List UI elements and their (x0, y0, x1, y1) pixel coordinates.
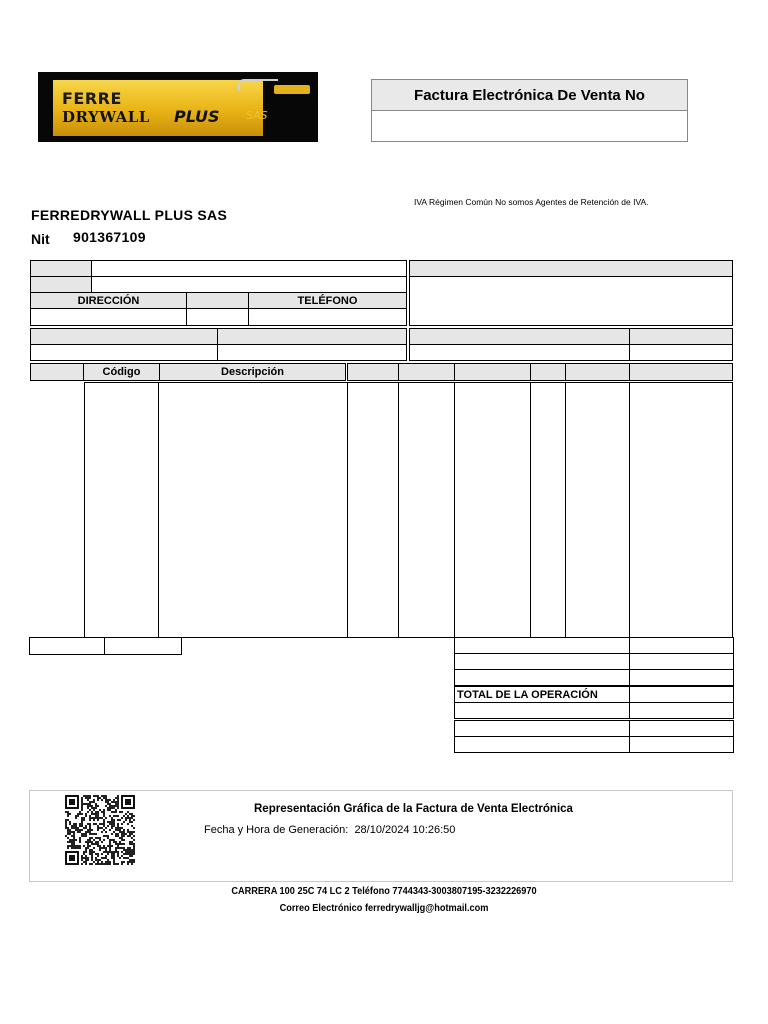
invoice-title: Factura Electrónica De Venta No (371, 79, 688, 111)
client-header-cell (186, 292, 249, 309)
items-column (347, 382, 399, 638)
qr-code-icon (65, 795, 136, 868)
totals-value-cell (629, 720, 734, 737)
items-header-cell (565, 363, 630, 381)
telefono-header: TELÉFONO (248, 292, 407, 309)
company-logo (38, 72, 318, 142)
items-column (158, 382, 348, 638)
company-address: CARRERA 100 25C 74 LC 2 Teléfono 7744343-3003807195-3232226970 (231, 886, 537, 897)
items-column (629, 382, 733, 638)
items-column (84, 382, 159, 638)
company-name: FERREDRYWALL PLUS SAS (31, 207, 228, 223)
total-operacion-label: TOTAL DE LA OPERACIÓN (454, 686, 630, 703)
items-column (454, 382, 531, 638)
details-header-cell (409, 328, 630, 345)
details-value-cell (217, 344, 407, 361)
direccion-value (30, 308, 187, 326)
generation-value: 28/10/2024 10:26:50 (354, 824, 456, 836)
client-value-cell (91, 260, 407, 277)
generation-label: Fecha y Hora de Generación: (204, 824, 349, 836)
representation-text: Representación Gráfica de la Factura de Venta Electrónica (254, 803, 573, 815)
items-header-cell (398, 363, 455, 381)
details-header-cell (30, 328, 218, 345)
totals-value-cell (629, 736, 734, 753)
client-value-cell (91, 276, 407, 293)
summary-box (29, 637, 105, 655)
descripcion-header: Descripción (159, 363, 346, 381)
items-column (398, 382, 455, 638)
total-operacion-value (629, 686, 734, 703)
items-header-cell (530, 363, 566, 381)
totals-label-cell (454, 637, 630, 654)
items-header-cell (629, 363, 733, 381)
items-column (530, 382, 566, 638)
tax-note: IVA Régimen Común No somos Agentes de Retención de IVA. (414, 197, 649, 207)
client-value-cell (186, 308, 249, 326)
invoice-info-value (409, 276, 733, 326)
logo-line-1: FERRE (62, 89, 122, 108)
invoice-info-header (409, 260, 733, 277)
codigo-header: Código (83, 363, 160, 381)
logo-line-2: DRYWALL (62, 108, 150, 126)
details-value-cell (629, 344, 733, 361)
details-header-cell (629, 328, 733, 345)
roller-arm (238, 79, 278, 91)
items-header-cell (30, 363, 84, 381)
totals-value-cell (629, 637, 734, 654)
nit-value: 901367109 (73, 229, 146, 245)
totals-value-cell (629, 653, 734, 670)
items-header-cell (347, 363, 399, 381)
totals-label-cell (454, 702, 630, 719)
totals-label-cell (454, 720, 630, 737)
details-value-cell (409, 344, 630, 361)
logo-line-3: PLUS (174, 107, 220, 126)
invoice-number-field (371, 110, 688, 142)
client-label-cell (30, 276, 92, 293)
totals-value-cell (629, 669, 734, 686)
totals-label-cell (454, 669, 630, 686)
details-header-cell (217, 328, 407, 345)
totals-label-cell (454, 653, 630, 670)
generation-datetime (204, 824, 455, 836)
summary-box (104, 637, 182, 655)
telefono-value (248, 308, 407, 326)
direccion-header: DIRECCIÓN (30, 292, 187, 309)
paint-roller-icon (274, 85, 310, 94)
totals-label-cell (454, 736, 630, 753)
items-header-cell (454, 363, 531, 381)
client-label-cell (30, 260, 92, 277)
company-email: Correo Electrónico ferredrywalljg@hotmail.com (279, 903, 489, 914)
totals-value-cell (629, 702, 734, 719)
items-column (565, 382, 630, 638)
logo-suffix: SAS (246, 109, 268, 122)
details-value-cell (30, 344, 218, 361)
nit-label: Nit (31, 231, 50, 247)
